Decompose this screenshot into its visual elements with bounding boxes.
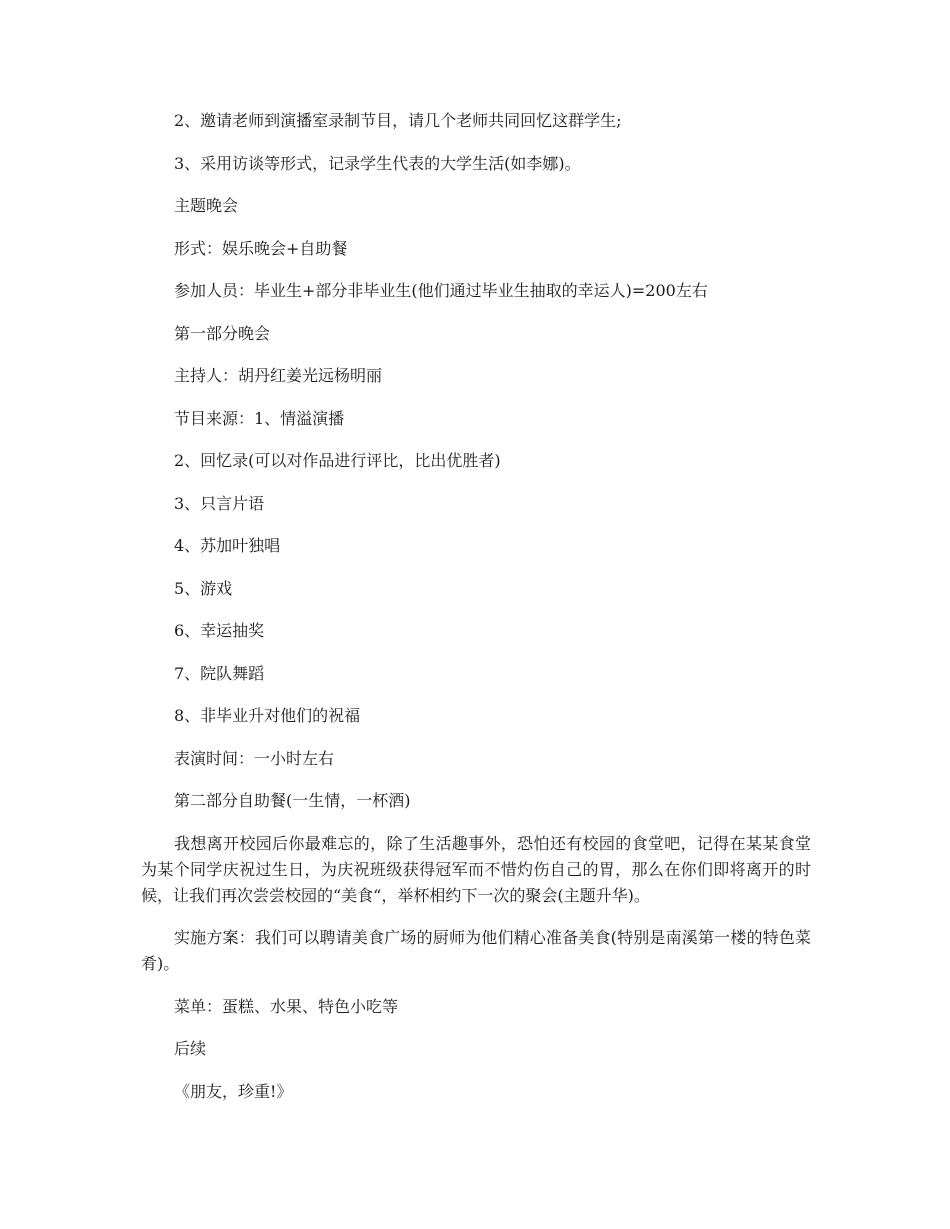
program-item: 2、回忆录(可以对作品进行评比，比出优胜者) bbox=[174, 451, 501, 470]
part-two-heading: 第二部分自助餐(一生情，一杯酒) bbox=[174, 791, 411, 810]
program-item: 7、院队舞蹈 bbox=[174, 663, 265, 683]
list-item: 2、邀请老师到演播室录制节目，请几个老师共同回忆这群学生; bbox=[174, 111, 622, 130]
program-item: 5、游戏 bbox=[174, 578, 233, 598]
format-line: 形式：娱乐晚会+自助餐 bbox=[174, 238, 348, 258]
program-item: 4、苏加叶独唱 bbox=[174, 536, 281, 555]
menu-line: 菜单：蛋糕、水果、特色小吃等 bbox=[174, 996, 399, 1016]
canteen-paragraph: 我想离开校园后你最难忘的，除了生活趣事外，恐怕还有校园的食堂吧，记得在某某食堂为某个同学庆祝过生日，为庆祝班级获得冠军而不惜灼伤自己的胃，那么在你们即将离开的时候，让我们再次尝尝校园的“美食“，举杯相约下一次的聚会(主题升华)。 bbox=[141, 833, 811, 905]
document-body bbox=[141, 108, 811, 1121]
closing-title: 《朋友，珍重!》 bbox=[174, 1081, 293, 1101]
program-source-line: 节目来源：1、情溢演播 bbox=[174, 408, 345, 428]
program-item: 8、非毕业升对他们的祝福 bbox=[174, 706, 361, 725]
hosts-line: 主持人：胡丹红姜光远杨明丽 bbox=[174, 366, 383, 385]
part-one-heading: 第一部分晚会 bbox=[174, 323, 271, 343]
program-item: 6、幸运抽奖 bbox=[174, 621, 265, 640]
performance-time-line: 表演时间：一小时左右 bbox=[174, 748, 335, 768]
participants-line: 参加人员：毕业生+部分非毕业生(他们通过毕业生抽取的幸运人)=200左右 bbox=[174, 281, 708, 300]
plan-paragraph: 实施方案：我们可以聘请美食广场的厨师为他们精心准备美食(特别是南溪第一楼的特色菜肴)。 bbox=[141, 928, 811, 973]
program-item: 3、只言片语 bbox=[174, 493, 265, 513]
follow-up-heading: 后续 bbox=[174, 1039, 207, 1058]
list-item: 3、采用访谈等形式，记录学生代表的大学生活(如李娜)。 bbox=[174, 153, 581, 173]
section-heading: 主题晚会 bbox=[174, 196, 239, 215]
